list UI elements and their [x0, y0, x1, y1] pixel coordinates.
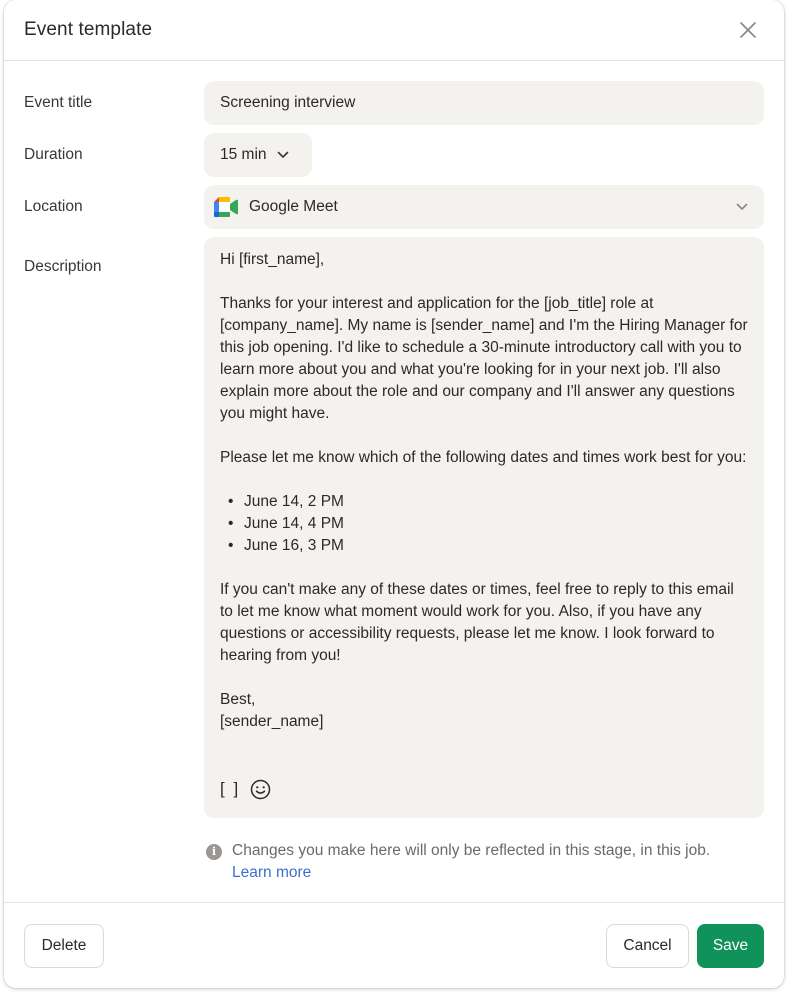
location-value: Google Meet	[249, 198, 338, 215]
dates-list	[220, 491, 748, 557]
duration-select[interactable]	[204, 133, 312, 177]
info-icon: i	[206, 844, 222, 860]
duration-label: Duration	[24, 146, 83, 163]
info-note	[206, 840, 710, 884]
description-paragraph: If you can't make any of these dates or times, feel free to reply to this email to let me know what moment would work for you. Also, if you have any questions or accessibility requests, please let me know. I look forward to hearing from you!	[220, 581, 739, 664]
description-paragraph: Thanks for your interest and application for the [job_title] role at [company_name]. My name is [sender_name] and I'm the Hiring Manager for this job opening. I'd like to schedule a 30-minute introductory call with you to learn more about you and what you're looking for in your next job. I'll also explain more about the role and our company and I'll answer any questions you might have.	[220, 295, 752, 422]
close-button[interactable]	[734, 16, 762, 44]
event-template-dialog	[4, 0, 784, 988]
dialog-footer	[4, 902, 784, 988]
info-text: Changes you make here will only be reflected in this stage, in this job.	[232, 842, 711, 859]
event-title-input[interactable]	[204, 81, 764, 125]
emoji-button[interactable]	[250, 779, 271, 800]
description-paragraph: Please let me know which of the following dates and times work best for you:	[220, 449, 747, 466]
google-meet-icon	[214, 197, 238, 217]
dialog-title: Event template	[24, 19, 153, 40]
smiley-icon	[250, 779, 271, 800]
delete-button[interactable]: Delete	[24, 924, 104, 968]
description-label: Description	[24, 258, 102, 275]
list-item: • June 16, 3 PM	[228, 537, 344, 554]
event-title-value: Screening interview	[220, 94, 356, 111]
location-selected	[214, 197, 338, 217]
chevron-down-icon	[277, 151, 289, 159]
location-label: Location	[24, 198, 83, 215]
description-signature: [sender_name]	[220, 713, 324, 730]
learn-more-link[interactable]: Learn more	[232, 864, 312, 881]
close-icon	[739, 21, 757, 39]
location-select[interactable]	[204, 185, 764, 229]
info-text-block	[232, 840, 710, 884]
dialog-header	[4, 0, 784, 61]
editor-toolbar	[220, 778, 271, 800]
list-item: • June 14, 4 PM	[228, 515, 344, 532]
list-item: • June 14, 2 PM	[228, 493, 344, 510]
event-title-label: Event title	[24, 94, 93, 111]
save-button[interactable]: Save	[697, 924, 764, 968]
insert-placeholder-button[interactable]: [ ]	[220, 779, 241, 798]
description-signoff: Best,	[220, 691, 256, 708]
description-editor[interactable]	[204, 237, 764, 818]
description-greeting: Hi [first_name],	[220, 251, 325, 268]
chevron-down-icon	[736, 203, 748, 211]
cancel-button[interactable]: Cancel	[606, 924, 689, 968]
duration-value: 15 min	[220, 146, 267, 163]
